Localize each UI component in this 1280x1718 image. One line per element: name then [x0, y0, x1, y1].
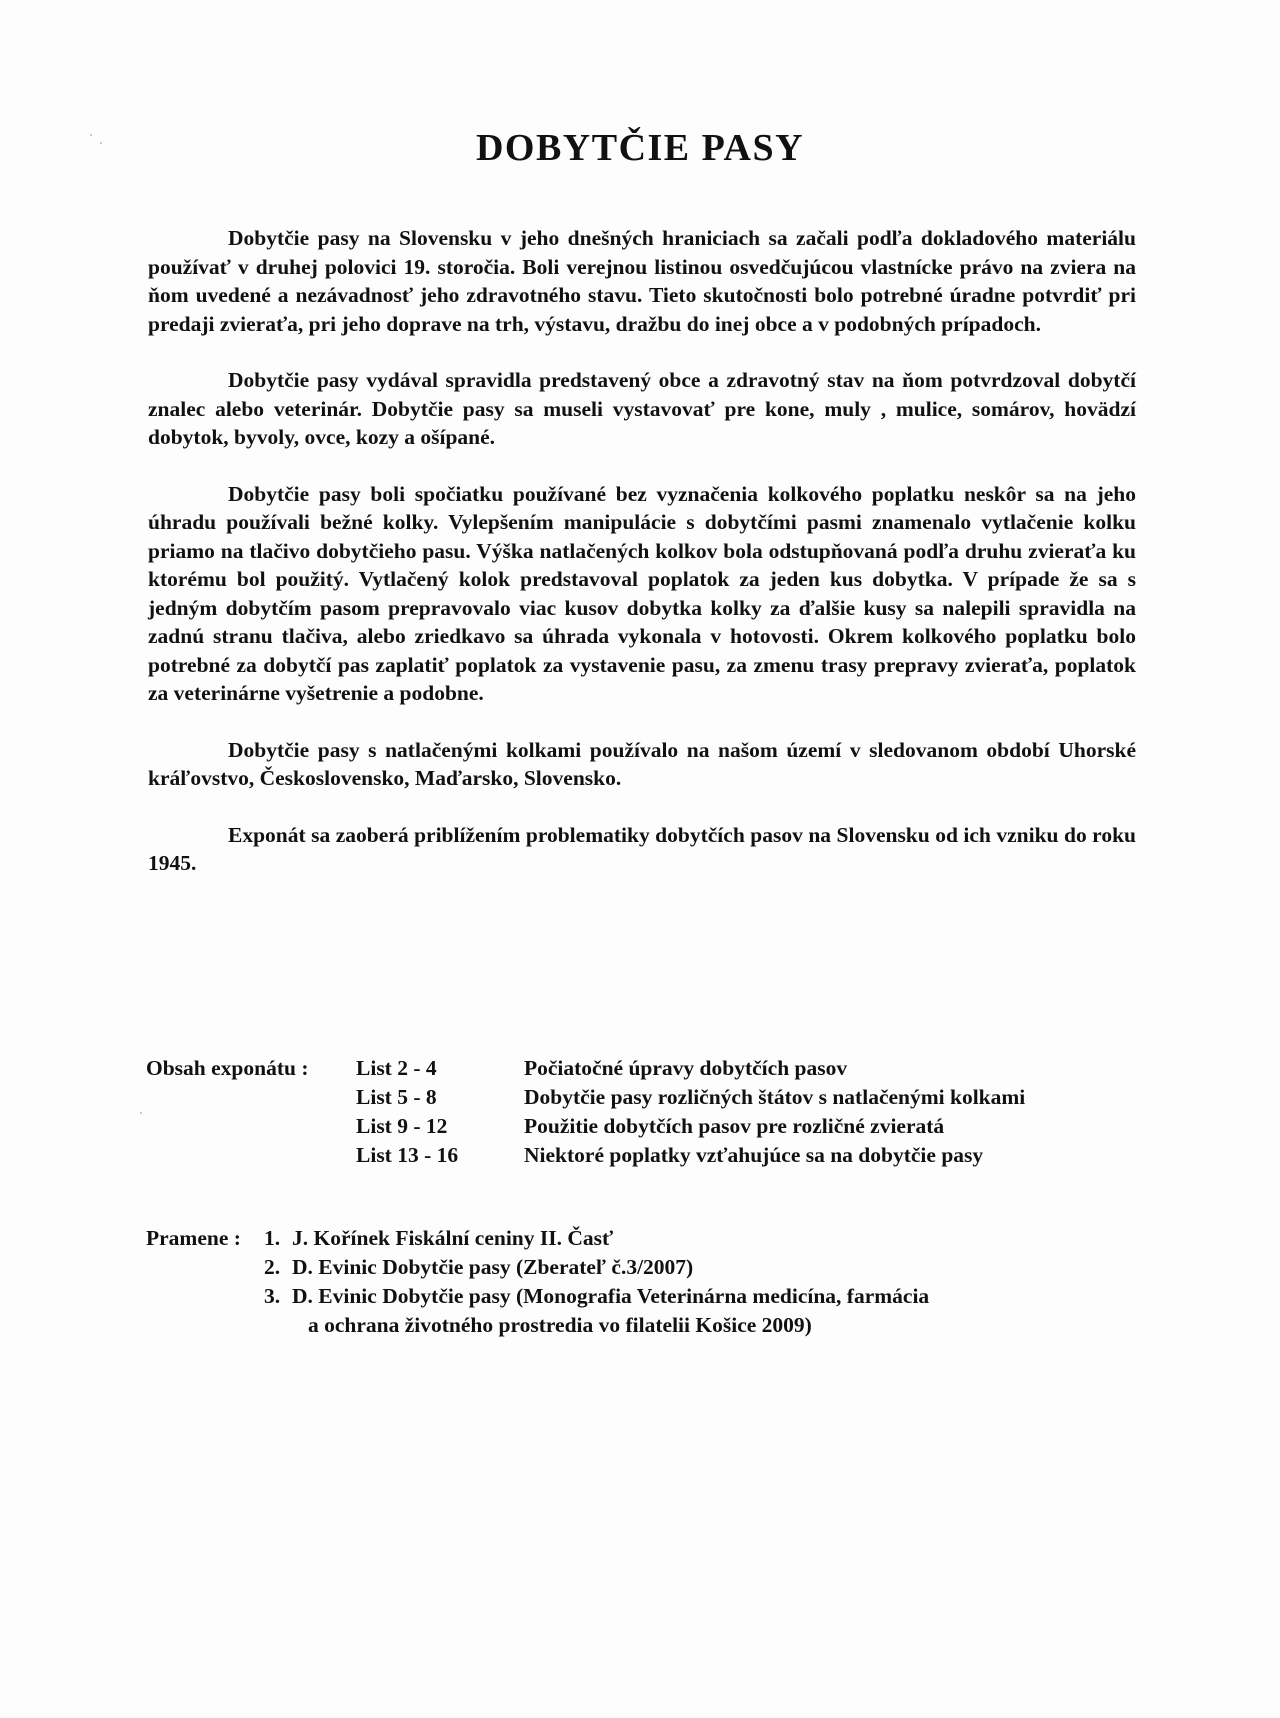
source-number: 2. [264, 1255, 281, 1279]
paragraph-exhibit: Exponát sa zaoberá priblížením problematiky dobytčích pasov na Slovensku od ich vzniku do roku 1945. [148, 822, 1136, 875]
source-item [264, 1224, 613, 1253]
contents-description: Použitie dobytčích pasov pre rozličné zvieratá [524, 1114, 945, 1138]
contents-description: Dobytčie pasy rozličných štátov s natlačenými kolkami [524, 1085, 1026, 1109]
contents-list-range: List 5 - 8 [356, 1085, 437, 1109]
source-item [264, 1282, 929, 1339]
document-body [148, 224, 1136, 906]
contents-description: Počiatočné úpravy dobytčích pasov [524, 1056, 848, 1080]
source-item [264, 1253, 693, 1282]
paragraph-countries: Dobytčie pasy s natlačenými kolkami používalo na našom území v sledovanom období Uhorské kráľovstvo, Československo, Maďarsko, Slovensko. [148, 737, 1136, 790]
source-text: J. Kořínek Fiskální ceniny II. Časť [292, 1226, 614, 1250]
source-text: D. Evinic Dobytčie pasy (Zberateľ č.3/2007) [292, 1255, 694, 1279]
sources-heading: Pramene : [146, 1226, 241, 1250]
paragraph-history: Dobytčie pasy na Slovensku v jeho dnešných hraniciach sa začali podľa dokladového materiálu používať v druhej polovici 19. storočia. Boli verejnou listinou osvedčujúcou vlastnícke právo na zviera na ňom uvedené a nezávadnosť jeho zdravotného stavu. Tieto skutočnosti bolo potrebné úradne potvrdiť pri predaji zvieraťa, pri jeho doprave na trh, výstavu, dražbu do inej obce a v podobných prípadoch. [148, 226, 1136, 336]
contents-item [356, 1083, 1025, 1112]
source-text: D. Evinic Dobytčie pasy (Monografia Veterinárna medicína, farmácia [292, 1284, 930, 1308]
scan-speck [140, 1112, 142, 1114]
contents-heading: Obsah exponátu : [146, 1056, 309, 1080]
source-number: 3. [264, 1284, 281, 1308]
document-title: DOBYTČIE PASY [475, 127, 805, 169]
contents-item [356, 1141, 983, 1170]
contents-description: Niektoré poplatky vzťahujúce sa na dobytčie pasy [524, 1143, 984, 1167]
paragraph-issuing: Dobytčie pasy vydával spravidla predstavený obce a zdravotný stav na ňom potvrdzoval dobytčí znalec alebo veterinár. Dobytčie pasy sa museli vystavovať pre kone, muly , mulice, somárov, hovädzí dobytok, byvoly, ovce, kozy a ošípané. [148, 368, 1136, 449]
contents-list-range: List 2 - 4 [356, 1056, 437, 1080]
contents-item [356, 1054, 847, 1083]
source-number: 1. [264, 1226, 281, 1250]
paragraph-stamps: Dobytčie pasy boli spočiatku používané bez vyznačenia kolkového poplatku neskôr sa na jeho úhradu používali bežné kolky. Vylepšením manipulácie s dobytčími pasmi znamenalo vytlačenie kolku priamo na tlačivo dobytčieho pasu. Výška natlačených kolkov bola odstupňovaná podľa druhu zvieraťa ku ktorému bol použitý. Vytlačený kolok predstavoval poplatok za jeden kus dobytka. V prípade že sa s jedným dobytčím pasom prepravovalo viac kusov dobytka kolky za ďalšie kusy sa nalepili spravidla na zadnú stranu tlačiva, alebo zriedkavo sa úhrada vykonala v hotovosti. Okrem kolkového poplatku bolo potrebné za dobytčí pas zaplatiť poplatok za vystavenie pasu, za zmenu trasy prepravy zvieraťa, poplatok za veterinárne vyšetrenie a podobne. [148, 481, 1136, 705]
source-text-continuation: a ochrana životného prostredia vo filatelii Košice 2009) [308, 1312, 812, 1337]
contents-list-range: List 13 - 16 [356, 1143, 459, 1167]
contents-list-range: List 9 - 12 [356, 1114, 448, 1138]
contents-item [356, 1112, 944, 1141]
